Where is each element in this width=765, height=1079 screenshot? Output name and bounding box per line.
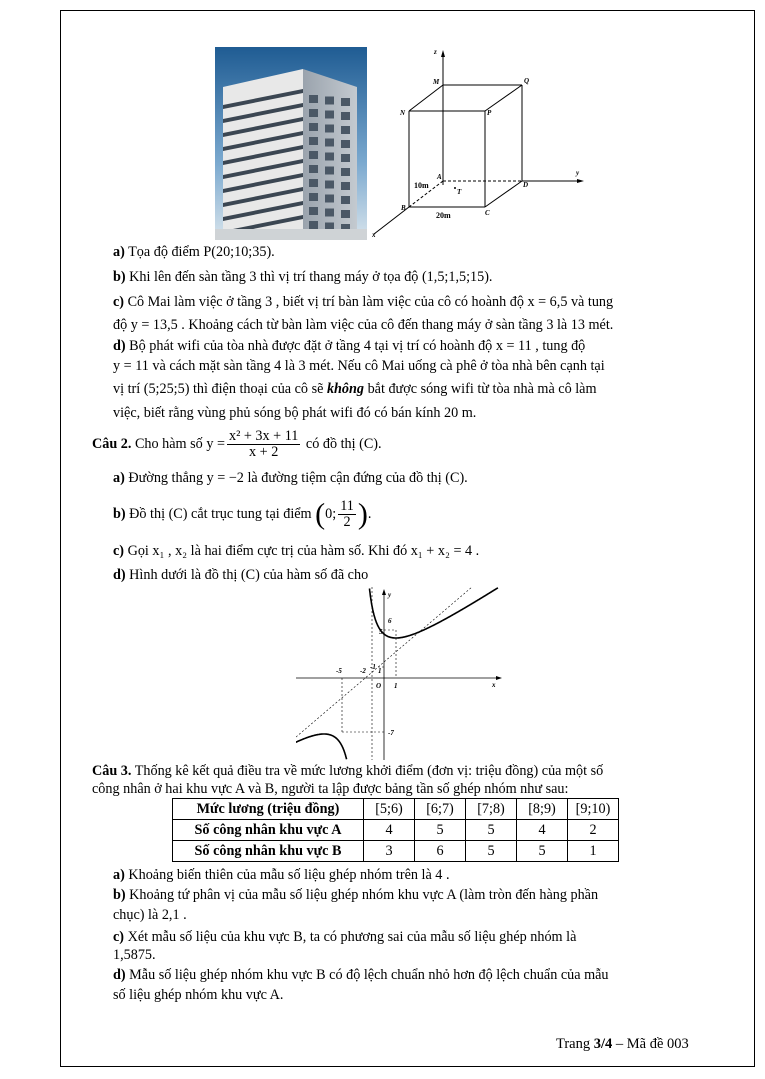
row-label: Số công nhân khu vực B <box>173 841 364 862</box>
function-graph <box>296 587 504 760</box>
building-photo <box>215 47 367 240</box>
interval-cell: [7;8) <box>466 799 517 820</box>
graph-label-y: y <box>388 591 392 599</box>
table-cell: 5 <box>517 841 568 862</box>
q1-d-line4: việc, biết rằng vùng phủ sóng bộ phát wifi đó có bán kính 20 m. <box>113 405 477 421</box>
q3-line1: Câu 3. Thống kê kết quả điều tra về mức lương khởi điểm (đơn vị: triệu đồng) của một số <box>92 763 604 779</box>
q3-d-line1: d) Mẫu số liệu ghép nhóm khu vực B có độ lệch chuẩn nhỏ hơn độ lệch chuẩn của mẫu <box>113 967 609 983</box>
q3-c-line2: 1,5875. <box>113 947 156 963</box>
table-header-cell: Mức lương (triệu đồng) <box>173 799 364 820</box>
q3-c-line1: c) Xét mẫu số liệu của khu vực B, ta có phương sai của mẫu số liệu ghép nhóm là <box>113 929 577 945</box>
graph-label-neg5: -5 <box>336 667 342 675</box>
label-Q: Q <box>524 77 530 85</box>
label-M: M <box>433 78 440 86</box>
cube-coordinate-figure <box>372 47 590 240</box>
label-P: P <box>487 109 492 117</box>
interval-cell: [9;10) <box>568 799 619 820</box>
table-cell: 5 <box>466 841 517 862</box>
label-x: x <box>372 231 376 239</box>
interval-cell: [6;7) <box>415 799 466 820</box>
q3-b-line2: chục) là 2,1 . <box>113 907 187 923</box>
q2-b-fraction: $\frac{11}{2}$ <box>340 498 354 531</box>
interval-cell: [8;9) <box>517 799 568 820</box>
table-cell: 1 <box>568 841 619 862</box>
graph-label-x: x <box>492 681 496 689</box>
label-width: 10m <box>414 181 429 190</box>
q3-a: a) Khoảng biến thiên của mẫu số liệu ghép nhóm trên là 4 . <box>113 867 450 883</box>
row-label: Số công nhân khu vực A <box>173 820 364 841</box>
label-T: T <box>457 188 462 196</box>
q3-b-line1: b) Khoảng tứ phân vị của mẫu số liệu ghép nhóm khu vực A (làm tròn đến hàng phần <box>113 887 599 903</box>
q2-c: c) Gọi x₁ , x₂ là hai điểm cực trị của hàm số. Khi đó x₁ + x₂ = 4 . <box>113 543 480 559</box>
label-length: 20m <box>436 211 451 220</box>
graph-curve-left <box>296 734 347 759</box>
q2-function-fraction: $\frac{\text{x² + 3x + 11}}{x + 2}$ <box>228 428 299 461</box>
label-z: z <box>434 48 437 56</box>
table-cell: 5 <box>415 820 466 841</box>
graph-label-6: 6 <box>388 617 392 625</box>
q1-c-line1: c) Cô Mai làm việc ở tầng 3 , biết vị trí bàn làm việc của cô có hoành độ x = 6,5 và tung <box>113 294 614 310</box>
q1-d-line1: d) Bộ phát wifi của tòa nhà được đặt ở tầng 4 tại vị trí có hoành độ x = 11 , tung độ <box>113 338 586 354</box>
q2-intro: Câu 2. Cho hàm số y = $\frac{\text{x² + 3x + 11}}{x + 2}$ có đồ thị (C). <box>92 428 382 461</box>
label-C: C <box>485 209 490 217</box>
table-cell: 4 <box>364 820 415 841</box>
q1-d-line2: y = 11 và cách mặt sàn tầng 4 là 3 mét. Nếu cô Mai uống cà phê ở tòa nhà bên cạnh tại <box>113 358 605 374</box>
q1-c-line2: độ y = 13,5 . Khoảng cách từ bàn làm việc của cô đến thang máy ở sàn tầng 3 là 13 mét. <box>113 317 614 333</box>
label-A: A <box>437 173 442 181</box>
interval-cell: [5;6) <box>364 799 415 820</box>
table-cell: 2 <box>568 820 619 841</box>
q1-b: b) Khi lên đến sàn tầng 3 thì vị trí thang máy ở tọa độ (1,5;1,5;15). <box>113 269 493 285</box>
label-D: D <box>523 181 529 189</box>
graph-label-origin: O <box>376 682 382 690</box>
graph-label-5: 5 <box>379 628 383 636</box>
graph-label-1x: 1 <box>394 682 398 690</box>
page-footer: Trang 3/4 – Mã đề 003 <box>556 1036 689 1052</box>
table-row <box>173 820 619 841</box>
label-B: B <box>401 204 406 212</box>
table-cell: 3 <box>364 841 415 862</box>
frequency-table <box>172 798 619 862</box>
q2-b: b) Đồ thị (C) cắt trục tung tại điểm (0; $\frac{11}{2}$ ). <box>113 497 372 531</box>
table-cell: 6 <box>415 841 466 862</box>
table-cell: 4 <box>517 820 568 841</box>
table-header-row <box>173 799 619 820</box>
q2-a: a) Đường thẳng y = −2 là đường tiệm cận đứng của đồ thị (C). <box>113 470 468 486</box>
label-N: N <box>400 109 406 117</box>
label-y: y <box>576 169 580 177</box>
q1-a: a) Tọa độ điểm P(20;10;35). <box>113 244 275 260</box>
graph-label-neg1: -1 <box>370 663 376 671</box>
q3-line2: công nhân ở hai khu vực A và B, người ta lập được bảng tần số ghép nhóm như sau: <box>92 781 569 797</box>
q3-d-line2: số liệu ghép nhóm khu vực A. <box>113 987 284 1003</box>
graph-label-1y: 1 <box>378 667 382 675</box>
table-cell: 5 <box>466 820 517 841</box>
q1-d-line3: vị trí (5;25;5) thì điện thoại của cô sẽ không bắt được sóng wifi từ tòa nhà mà cô làm <box>113 381 597 397</box>
graph-label-neg2: -2 <box>360 667 366 675</box>
q2-d: d) Hình dưới là đồ thị (C) của hàm số đã cho <box>113 567 369 583</box>
graph-label-neg7: -7 <box>388 729 394 737</box>
table-row <box>173 841 619 862</box>
